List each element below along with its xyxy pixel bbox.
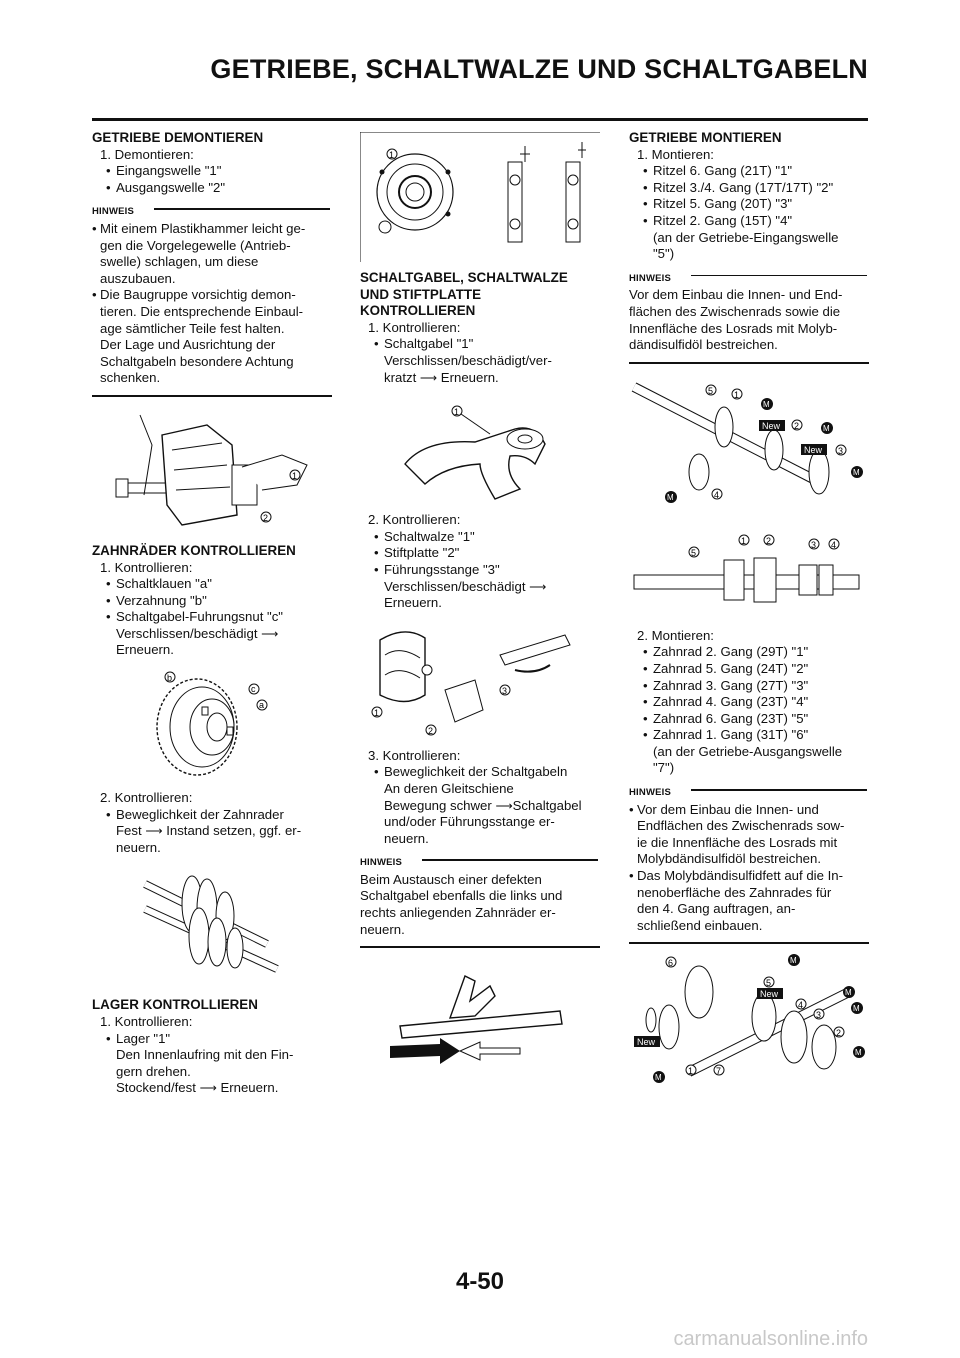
heading-lager-kontrollieren: LAGER KONTROLLIEREN [92,997,258,1013]
continuation-text: Verschlissen/beschädigt/ver- [384,352,552,368]
continuation-text: gern drehen. [116,1063,191,1079]
continuation-text: Bewegung schwer ⟶Schaltgabel [384,797,582,813]
gear-inspection-illustration [132,667,292,782]
moly-icon: M [853,1004,860,1014]
bullet-item: • Ritzel 6. Gang (21T) "1" [643,163,793,179]
continuation-text: (an der Getriebe-Eingangswelle [653,229,839,245]
page-number: 4-50 [455,1268,505,1295]
bullet-item: • Ritzel 5. Gang (20T) "3" [643,196,793,212]
bullet-item: • Schaltwalze "1" [374,528,475,544]
note-bullet: • Vor dem Einbau die Innen- und Endflächen des Zwischenrads sow- ie die Innenfläche des Losrads mit Molybdändisulfidöl bestreichen. [629,801,845,867]
callout-2: 2 [428,725,434,736]
callout-4: 4 [714,489,720,500]
callout-4: 4 [798,1000,804,1011]
hinweis-label: HINWEIS [629,787,672,799]
bullet-item: • Eingangswelle "1" [106,163,222,179]
continuation-text: kratzt ⟶ Erneuern. [384,369,499,385]
bullet-item: • Schaltgabel-Fuhrungsnut "c" [106,609,283,625]
continuation-text: neuern. [384,830,429,846]
column-middle [360,130,600,1074]
bearing-check-illustration [360,132,600,262]
callout-7: 7 [716,1066,722,1077]
callout-3: 3 [816,1010,822,1021]
callout-b: b [167,673,173,684]
bullet-item: • Stiftplatte "2" [374,545,460,561]
bullet-item: • Zahnrad 5. Gang (24T) "2" [643,660,809,676]
bullet-item: • Zahnrad 6. Gang (23T) "5" [643,710,809,726]
callout-4: 4 [831,539,837,550]
continuation-text: Erneuern. [116,642,174,658]
step-text: 1. Montieren: [637,146,714,162]
continuation-text: (an der Getriebe-Ausgangswelle [653,743,843,759]
bullet-item: • Beweglichkeit der Zahnrader [106,806,284,822]
step-text: 1. Kontrollieren: [100,559,193,575]
step-text: 2. Kontrollieren: [368,512,461,528]
continuation-text: "7") [653,760,675,776]
gear-shafts-illustration [137,864,287,989]
continuation-text: Stockend/fest ⟶ Erneuern. [116,1080,279,1096]
bullet-item: • Ritzel 3./4. Gang (17T/17T) "2" [643,179,834,195]
heading-zahnraeder-kontrollieren: ZAHNRÄDER KONTROLLIEREN [92,542,296,558]
input-shaft-side-view-illustration [629,530,869,620]
callout-2: 2 [836,1028,842,1039]
step-text: 1. Kontrollieren: [368,319,461,335]
bullet-item: • Zahnrad 2. Gang (29T) "1" [643,644,809,660]
bullet-item: • Zahnrad 3. Gang (27T) "3" [643,677,809,693]
step-text: 1. Demontieren: [100,146,194,162]
heading-getriebe-demontieren: GETRIEBE DEMONTIEREN [92,130,264,145]
callout-a: a [259,700,265,711]
heading-schaltgabel-kontrollieren: SCHALTGABEL, SCHALTWALZE UND STIFTPLATTE KONTROLLIEREN [360,270,568,319]
callout-3: 3 [811,539,817,550]
title-rule [92,118,868,121]
bullet-item: • Führungsstange "3" [374,561,500,577]
step-text: 2. Kontrollieren: [100,790,193,806]
callout-5: 5 [691,547,697,558]
moly-icon: M [763,399,770,409]
step-text: 2. Montieren: [637,627,714,643]
watermark: carmanualsonline.info [673,1328,868,1350]
heading-getriebe-montieren: GETRIEBE MONTIEREN [629,130,782,145]
moly-icon: M [853,467,860,477]
hinweis-label: HINWEIS [629,272,672,284]
step-text: 1. Kontrollieren: [100,1014,193,1030]
continuation-text: An deren Gleitschiene [384,780,514,796]
column-left [92,130,332,1097]
moly-icon: M [845,988,852,998]
hinweis-note: HINWEIS Beim Austausch einer defekten Schaltgabel ebenfalls die links und rechts anliegenden Zahnräder er- neuern. [360,853,600,948]
continuation-text: "5") [653,246,675,262]
callout-3: 3 [502,685,508,696]
bullet-item: • Ausgangswelle "2" [106,179,226,195]
note-bullet: • Das Molybdändisulfidfett auf die In- nenoberfläche des Zahnrades für den 4. Gang auftragen, an- schließend einbauen. [629,868,843,933]
step-text: 3. Kontrollieren: [368,747,461,763]
callout-2: 2 [794,420,800,431]
continuation-text: neuern. [116,839,161,855]
hinweis-label: HINWEIS [360,857,403,869]
callout-2: 2 [263,512,269,523]
callout-1: 1 [734,389,740,400]
transmission-removal-illustration [112,405,312,535]
bullet-item: • Beweglichkeit der Schaltgabeln [374,764,568,780]
moly-icon: M [855,1048,862,1058]
callout-1: 1 [454,407,460,418]
moly-icon: M [790,956,797,966]
continuation-text: Den Innenlaufring mit den Fin- [116,1047,294,1063]
callout-6: 6 [668,958,674,969]
continuation-text: Verschlissen/beschädigt ⟶ [384,578,547,594]
callout-c: c [251,684,256,695]
moly-icon: M [823,423,830,433]
note-bullet: • Mit einem Plastikhammer leicht ge- gen die Vorgelegewelle (Antrieb- swelle) schlagen, um diese auszubauen. [92,220,306,286]
shift-fork-illustration [385,394,575,504]
bullet-item: • Verzahnung "b" [106,592,207,608]
hinweis-note: HINWEIS Vor dem Einbau die Innen- und End- flächen des Zwischenrads sowie die Innenfläche des Losrads mit Molyb- dändisulfidöl bestreichen. [629,269,869,364]
callout-1: 1 [389,150,395,160]
bullet-item: • Schaltklauen "a" [106,576,212,592]
new-badge: New [804,444,823,455]
callout-5: 5 [766,978,772,989]
new-badge: New [760,989,779,1000]
continuation-text: Erneuern. [384,595,442,611]
callout-3: 3 [838,445,844,456]
callout-1: 1 [741,535,747,546]
moly-icon: M [667,492,674,502]
page-title: GETRIEBE, SCHALTWALZE UND SCHALTGABELN [210,54,868,84]
hinweis-note [92,202,332,397]
hinweis-note [629,783,869,944]
new-badge: New [762,420,781,431]
bullet-item: • Ritzel 2. Gang (15T) "4" [643,212,793,228]
bullet-item: • Lager "1" [106,1030,171,1046]
bullet-item: • Zahnrad 4. Gang (23T) "4" [643,694,809,710]
callout-1: 1 [374,707,380,718]
new-badge: New [637,1037,656,1048]
continuation-text: Fest ⟶ Instand setzen, ggf. er- [116,823,302,839]
note-bullet: • Die Baugruppe vorsichtig demon- tieren. Die entsprechende Einbaul- age sämtlicher Teile fest halten. Der Lage und Ausrichtung der Schaltgabeln besondere Achtung schenken. [92,287,304,386]
callout-2: 2 [766,535,772,546]
continuation-text: und/oder Führungsstange er- [384,814,555,830]
callout-1: 1 [688,1066,694,1077]
shift-drum-illustration [365,620,595,740]
hinweis-label: HINWEIS [92,206,135,218]
callout-1: 1 [292,470,298,481]
bullet-item: • Zahnrad 1. Gang (31T) "6" [643,727,809,743]
output-shaft-assembly-illustration [629,952,869,1087]
column-right [629,130,869,1095]
bullet-item: • Schaltgabel "1" [374,336,474,352]
continuation-text: Verschlissen/beschädigt ⟶ [116,625,279,641]
fork-sliding-illustration [380,956,580,1066]
input-shaft-assembly-illustration [629,372,869,522]
callout-5: 5 [708,385,714,396]
moly-icon: M [655,1073,662,1083]
